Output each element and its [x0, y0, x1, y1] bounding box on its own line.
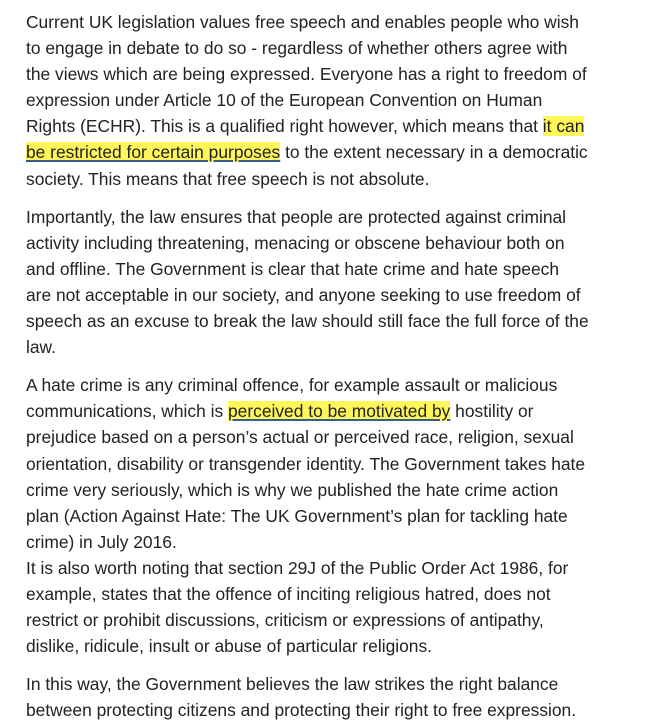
- paragraph-3-text-end: hostility or prejudice based on a person’s actual or perceived race, religion, sexual orientation, disability or transgender identity. The Government takes hate crime very seriously, which is why we published the hate crime action plan (Action Against Hate: The UK Government’s plan for tackling hate crime) in July 2016.: [26, 401, 586, 552]
- paragraph-4: It is also worth noting that section 29J of the Public Order Act 1986, for example, states that the offence of inciting religious hatred, does not restrict or prohibit discussions, criticism or expressions of antipathy, dislike, ridicule, insult or abuse of particular religions.: [26, 557, 569, 657]
- paragraph-5: In this way, the Government believes the law strikes the right balance between protecting citizens and protecting their right to free expression.: [26, 674, 577, 721]
- highlight-it-can: it can: [542, 116, 585, 137]
- paragraph-1-text-end: to the extent necessary in a democratic society. This means that free speech is not absolute.: [26, 142, 588, 189]
- paragraph-3: [26, 372, 646, 555]
- highlight-perceived-motivated: perceived to be motivated by: [228, 401, 451, 422]
- paragraph-1: [26, 9, 646, 192]
- document-body: [26, 9, 646, 723]
- paragraph-3-text: A hate crime is any criminal offence, for example assault or malicious communications, which is: [26, 375, 558, 422]
- paragraph-1-text: Current UK legislation values free speech and enables people who wish to engage in debate to do so - regardless of whether others agree with the views which are being expressed. Everyone has a right to freedom of expression under Article 10 of the European Convention on Human Rights (ECHR). This is a qualified right however, which means that: [26, 12, 587, 137]
- highlight-restricted-purposes: be restricted for certain purposes: [26, 142, 281, 163]
- paragraph-2: Importantly, the law ensures that people are protected against criminal activity including threatening, menacing or obscene behaviour both on and offline. The Government is clear that hate crime and hate speech are not acceptable in our society, and anyone seeking to use freedom of speech as an excuse to break the law should still face the full force of the law.: [26, 206, 589, 358]
